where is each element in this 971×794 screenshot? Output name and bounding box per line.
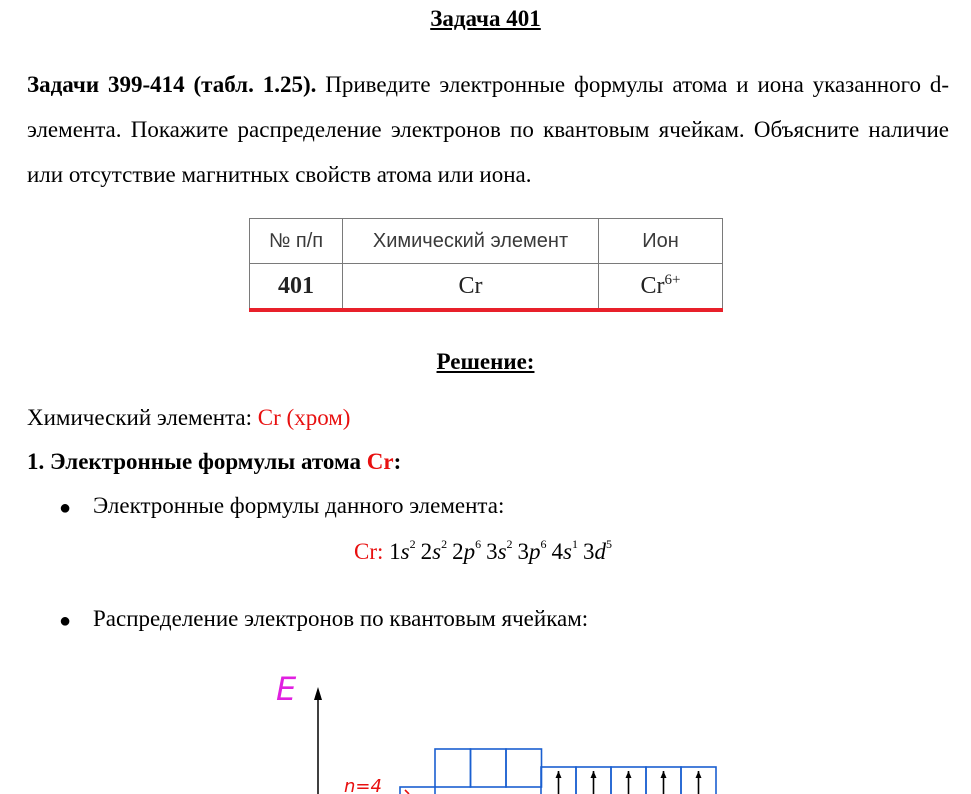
electron-arrowhead [696, 771, 702, 778]
bullet-dot: ● [59, 610, 72, 632]
table-red-underline [249, 308, 723, 312]
cell-ion [599, 264, 723, 309]
cell-element: Cr [343, 264, 599, 309]
formula-element: Cr: [354, 539, 384, 564]
electron-arrowhead [626, 771, 632, 778]
table-row [250, 264, 723, 309]
orbital-cell-4p [506, 749, 542, 787]
electron-arrowhead [556, 771, 562, 778]
accent-mark [405, 790, 409, 794]
section1-symbol: Cr [366, 449, 394, 474]
formula-term: $3s^2$ [486, 537, 513, 564]
formula-term: $3d^5$ [582, 537, 612, 564]
electron-formula [0, 537, 971, 565]
orbital-cell-4p [471, 749, 507, 787]
axis-arrowhead [314, 687, 322, 700]
header-element: Химический элемент [343, 219, 599, 264]
energy-axis-label: E [276, 670, 297, 708]
ion-symbol: Cr [640, 273, 665, 299]
ion-charge: 6+ [664, 272, 681, 288]
table-header-row [250, 219, 723, 264]
section1-heading [27, 449, 401, 475]
task-statement [27, 62, 949, 197]
orbital-cell-4p [435, 749, 471, 787]
quantum-cells-diagram [0, 660, 971, 794]
formula-term: $2p^6$ [452, 537, 482, 564]
header-num: № п/п [250, 219, 343, 264]
task-text: Приведите электронные формулы атома и иона указанного d-элемента. Покажите распределение электронов по квантовым ячейкам. Объясните наличие или отсутствие магнитных свойств атома или иона. [27, 72, 949, 187]
bullet2-text: Распределение электронов по квантовым ячейкам: [93, 606, 589, 631]
formula-term: $1s^2$ [389, 537, 416, 564]
section1-prefix: 1. Электронные формулы атома [27, 449, 361, 474]
formula-term: $2s^2$ [420, 537, 448, 564]
header-ion: Ион [599, 219, 723, 264]
bullet1-text: Электронные формулы данного элемента: [93, 493, 505, 518]
element-value: Cr (хром) [257, 405, 351, 430]
electron-arrowhead [661, 771, 667, 778]
formula-terms [389, 539, 617, 564]
solution-heading: Решение: [436, 349, 535, 374]
section1-suffix: : [393, 449, 402, 474]
task-bold-prefix: Задачи 399-414 (табл. 1.25). [27, 72, 317, 97]
formula-term: $3p^6$ [517, 537, 547, 564]
quantum-cells [400, 749, 716, 794]
bullet-dot: ● [59, 497, 72, 519]
element-label: Химический элемента: [27, 405, 253, 430]
formula-term: $4s^1$ [551, 537, 578, 564]
element-line [27, 405, 350, 431]
problem-title: Задача 401 [430, 6, 541, 31]
cell-num: 401 [250, 264, 343, 309]
task-table [249, 218, 723, 309]
electron-arrowhead [591, 771, 597, 778]
level-label: n=4 [344, 776, 382, 794]
